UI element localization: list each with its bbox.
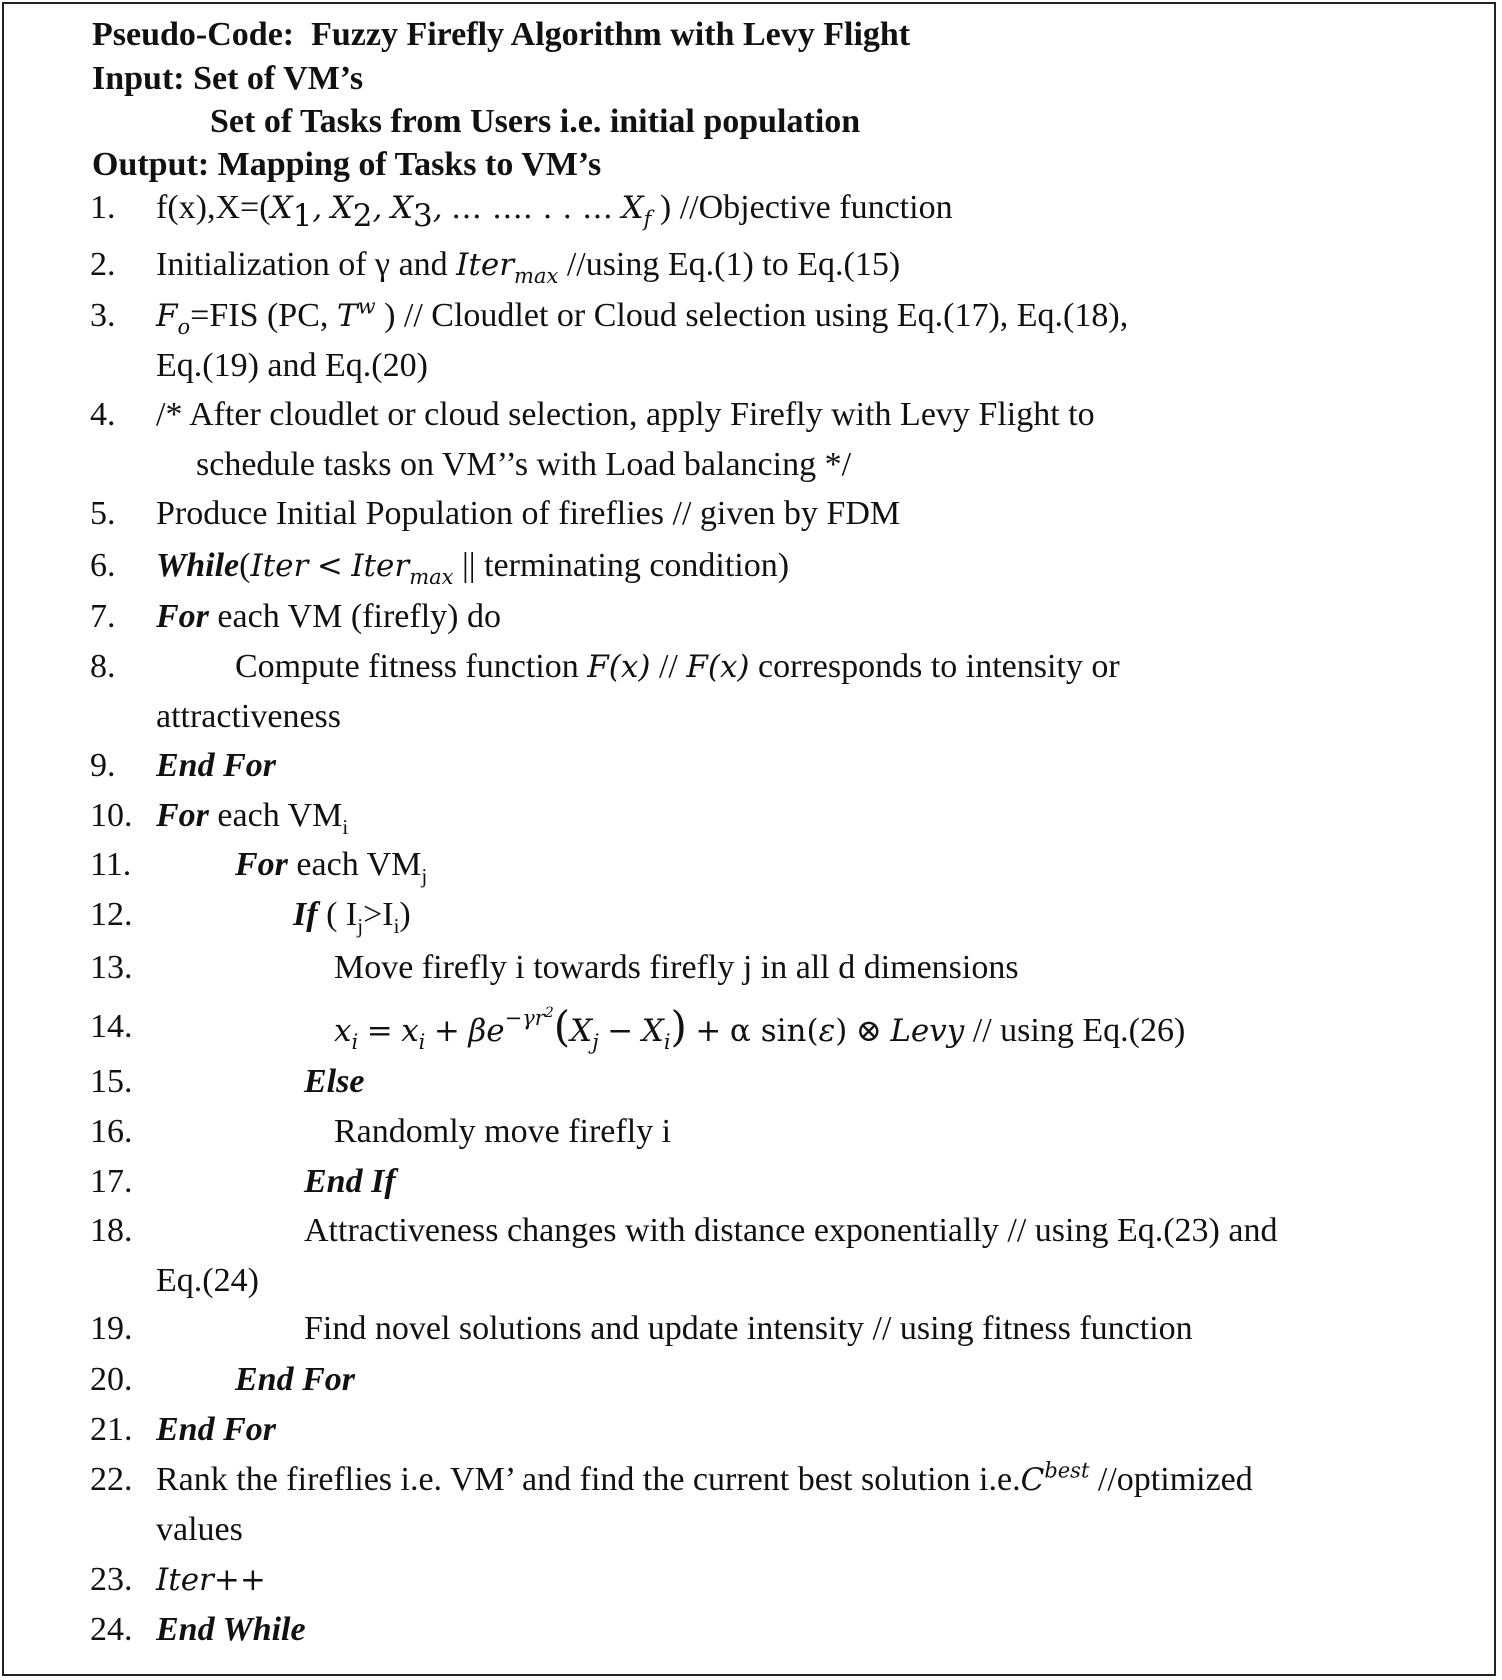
step-number: 7. bbox=[90, 598, 116, 635]
var-iter: Iter bbox=[351, 548, 410, 584]
sub-i: i bbox=[418, 1029, 426, 1054]
step-22-rank bbox=[156, 1460, 1253, 1500]
input-vms: Set of VM’s bbox=[193, 60, 364, 97]
step-8-text: Compute fitness function bbox=[235, 648, 579, 685]
exp-square: 2 bbox=[544, 1004, 554, 1021]
comma: , bbox=[372, 190, 383, 226]
title-label: Pseudo-Code: bbox=[92, 16, 295, 53]
epsilon: ε bbox=[818, 1013, 836, 1049]
var-x: X bbox=[270, 190, 293, 226]
step-2-comment: //using Eq.(1) to Eq.(15) bbox=[566, 246, 901, 283]
step-number: 10. bbox=[90, 797, 133, 834]
step-8-fitness bbox=[235, 647, 1120, 687]
keyword-for: For bbox=[156, 598, 209, 635]
var-x: X bbox=[330, 190, 353, 226]
keyword-end-for: End For bbox=[235, 1361, 355, 1398]
var-fx: F(x) bbox=[587, 649, 651, 685]
paren: ( bbox=[239, 547, 251, 584]
step-number: 9. bbox=[90, 747, 116, 784]
right-paren: ) bbox=[670, 1002, 687, 1051]
sub-max: max bbox=[514, 263, 559, 288]
sup-w: w bbox=[357, 294, 376, 319]
var-c: C bbox=[1020, 1462, 1045, 1498]
exp-text: −γr bbox=[504, 1005, 545, 1030]
step-number: 15. bbox=[90, 1063, 133, 1100]
sub-i: i bbox=[342, 814, 349, 839]
var-iter: Iter bbox=[250, 548, 309, 584]
keyword-end-for: End For bbox=[156, 1411, 276, 1448]
step-1-text: f(x),X=( bbox=[156, 189, 271, 226]
sub-i: i bbox=[663, 1029, 671, 1054]
var-x: X bbox=[641, 1013, 664, 1049]
var-fx: F(x) bbox=[686, 649, 750, 685]
step-number: 12. bbox=[90, 896, 133, 933]
step-number: 16. bbox=[90, 1113, 133, 1150]
keyword-for: For bbox=[235, 846, 288, 883]
step-number: 13. bbox=[90, 949, 133, 986]
beta-e: βe bbox=[468, 1013, 505, 1049]
step-number: 21. bbox=[90, 1411, 133, 1448]
step-3-fis bbox=[156, 294, 1129, 339]
pseudocode-title bbox=[92, 15, 910, 55]
equals: = bbox=[366, 1013, 393, 1049]
sub-o: o bbox=[177, 314, 191, 339]
step-19-update: Find novel solutions and update intensity // using fitness function bbox=[304, 1310, 1193, 1347]
step-1-objective bbox=[156, 188, 953, 234]
step-6-while bbox=[156, 546, 790, 589]
step-number: 23. bbox=[90, 1561, 133, 1598]
step-7-text: each VM (firefly) do bbox=[217, 598, 501, 635]
output-label: Output: bbox=[92, 146, 210, 183]
input-label: Input: bbox=[92, 60, 185, 97]
step-number: 22. bbox=[90, 1461, 133, 1498]
sub-1: 1 bbox=[292, 197, 313, 234]
step-12-if bbox=[293, 895, 411, 938]
sub-3: 3 bbox=[412, 197, 433, 234]
var-iter-increment: Iter++ bbox=[156, 1562, 266, 1598]
step-number: 4. bbox=[90, 396, 116, 433]
step-22-comment: //optimized bbox=[1097, 1461, 1253, 1498]
if-text: >I bbox=[363, 896, 394, 933]
step-11-text: each VM bbox=[296, 846, 422, 883]
sub-2: 2 bbox=[352, 197, 373, 234]
comma: , bbox=[312, 190, 323, 226]
step-3-fis-text: =FIS (PC, bbox=[190, 297, 329, 334]
step-10-for bbox=[156, 796, 349, 839]
step-5-population: Produce Initial Population of fireflies // given by FDM bbox=[156, 495, 901, 532]
step-18-attractiveness: Attractiveness changes with distance exponentially // using Eq.(23) and bbox=[304, 1212, 1278, 1249]
var-x: x bbox=[334, 1013, 352, 1049]
sub-max: max bbox=[409, 564, 454, 589]
keyword-while: While bbox=[156, 547, 240, 584]
close-paren: ) bbox=[835, 1013, 848, 1049]
step-number: 24. bbox=[90, 1611, 133, 1648]
step-number: 2. bbox=[90, 246, 116, 283]
step-14-comment: // using Eq.(26) bbox=[972, 1012, 1186, 1049]
sub-f: f bbox=[643, 206, 652, 231]
sub-j: j bbox=[357, 913, 364, 938]
keyword-for: For bbox=[156, 797, 209, 834]
step-number: 20. bbox=[90, 1361, 133, 1398]
less-than: < bbox=[316, 548, 343, 584]
step-number: 19. bbox=[90, 1310, 133, 1347]
if-text: ( I bbox=[326, 896, 358, 933]
sup-best: best bbox=[1044, 1458, 1090, 1483]
keyword-end-if: End If bbox=[304, 1163, 396, 1200]
sub-i: i bbox=[393, 913, 400, 938]
plus: + bbox=[433, 1013, 460, 1049]
step-6-condition: || terminating condition) bbox=[461, 547, 790, 584]
var-iter: Iter bbox=[456, 247, 515, 283]
var-x: X bbox=[570, 1013, 593, 1049]
step-23-increment bbox=[156, 1560, 266, 1600]
sub-j: j bbox=[592, 1029, 599, 1054]
comma: , bbox=[432, 190, 443, 226]
step-3-continued: Eq.(19) and Eq.(20) bbox=[156, 347, 428, 384]
step-11-for bbox=[235, 845, 428, 888]
step-3-comment: ) // Cloudlet or Cloud selection using Eq.(17), Eq.(18), bbox=[384, 297, 1129, 334]
step-13-move: Move firefly i towards firefly j in all d dimensions bbox=[334, 949, 1019, 986]
step-number: 14. bbox=[90, 1008, 133, 1045]
step-14-equation bbox=[334, 1002, 1186, 1054]
var-t: T bbox=[336, 298, 358, 334]
keyword-end-for: End For bbox=[156, 747, 276, 784]
step-2-text: Initialization of γ and bbox=[156, 246, 448, 283]
step-4-continued: schedule tasks on VM’’s with Load balancing */ bbox=[196, 446, 852, 483]
step-16-random: Randomly move firefly i bbox=[334, 1113, 672, 1150]
minus: − bbox=[607, 1013, 634, 1049]
sub-j: j bbox=[421, 863, 428, 888]
var-x: X bbox=[390, 190, 413, 226]
title-text: Fuzzy Firefly Algorithm with Levy Flight bbox=[311, 16, 911, 53]
left-paren: ( bbox=[553, 1002, 571, 1051]
var-f: F bbox=[156, 298, 178, 334]
step-4-comment: /* After cloudlet or cloud selection, apply Firefly with Levy Flight to bbox=[156, 396, 1095, 433]
ellipsis: … …. . . … bbox=[451, 190, 614, 226]
step-8-continued: attractiveness bbox=[156, 698, 342, 735]
var-x: x bbox=[401, 1013, 419, 1049]
if-text: ) bbox=[399, 896, 411, 933]
step-1-comment: ) //Objective function bbox=[659, 189, 953, 226]
input-line bbox=[92, 59, 363, 99]
keyword-end-while: End While bbox=[156, 1611, 306, 1648]
step-7-for bbox=[156, 597, 501, 637]
step-number: 6. bbox=[90, 547, 116, 584]
otimes: ⊗ bbox=[855, 1013, 882, 1049]
step-22-text: Rank the fireflies i.e. VM’ and find the current best solution i.e. bbox=[156, 1461, 1021, 1498]
output-text: Mapping of Tasks to VM’s bbox=[217, 146, 602, 183]
step-22-continued: values bbox=[156, 1511, 243, 1548]
sub-i: i bbox=[351, 1029, 359, 1054]
step-number: 3. bbox=[90, 297, 116, 334]
keyword-else: Else bbox=[304, 1063, 365, 1100]
step-8-comment: corresponds to intensity or bbox=[758, 648, 1120, 685]
plus: + bbox=[695, 1013, 722, 1049]
alpha-sin: α sin( bbox=[729, 1013, 819, 1049]
keyword-if: If bbox=[293, 896, 318, 933]
step-number: 17. bbox=[90, 1163, 133, 1200]
var-levy: Levy bbox=[890, 1013, 965, 1049]
step-number: 8. bbox=[90, 648, 116, 685]
step-number: 1. bbox=[90, 189, 116, 226]
comment-slashes: // bbox=[658, 648, 678, 685]
step-18-continued: Eq.(24) bbox=[156, 1262, 259, 1299]
step-number: 5. bbox=[90, 495, 116, 532]
step-number: 11. bbox=[90, 846, 132, 883]
output-line bbox=[92, 145, 601, 185]
var-x: X bbox=[621, 190, 644, 226]
step-number: 18. bbox=[90, 1212, 133, 1249]
step-2-init bbox=[156, 245, 901, 288]
exponent bbox=[505, 1006, 554, 1030]
step-10-text: each VM bbox=[217, 797, 343, 834]
input-tasks: Set of Tasks from Users i.e. initial population bbox=[210, 103, 861, 140]
